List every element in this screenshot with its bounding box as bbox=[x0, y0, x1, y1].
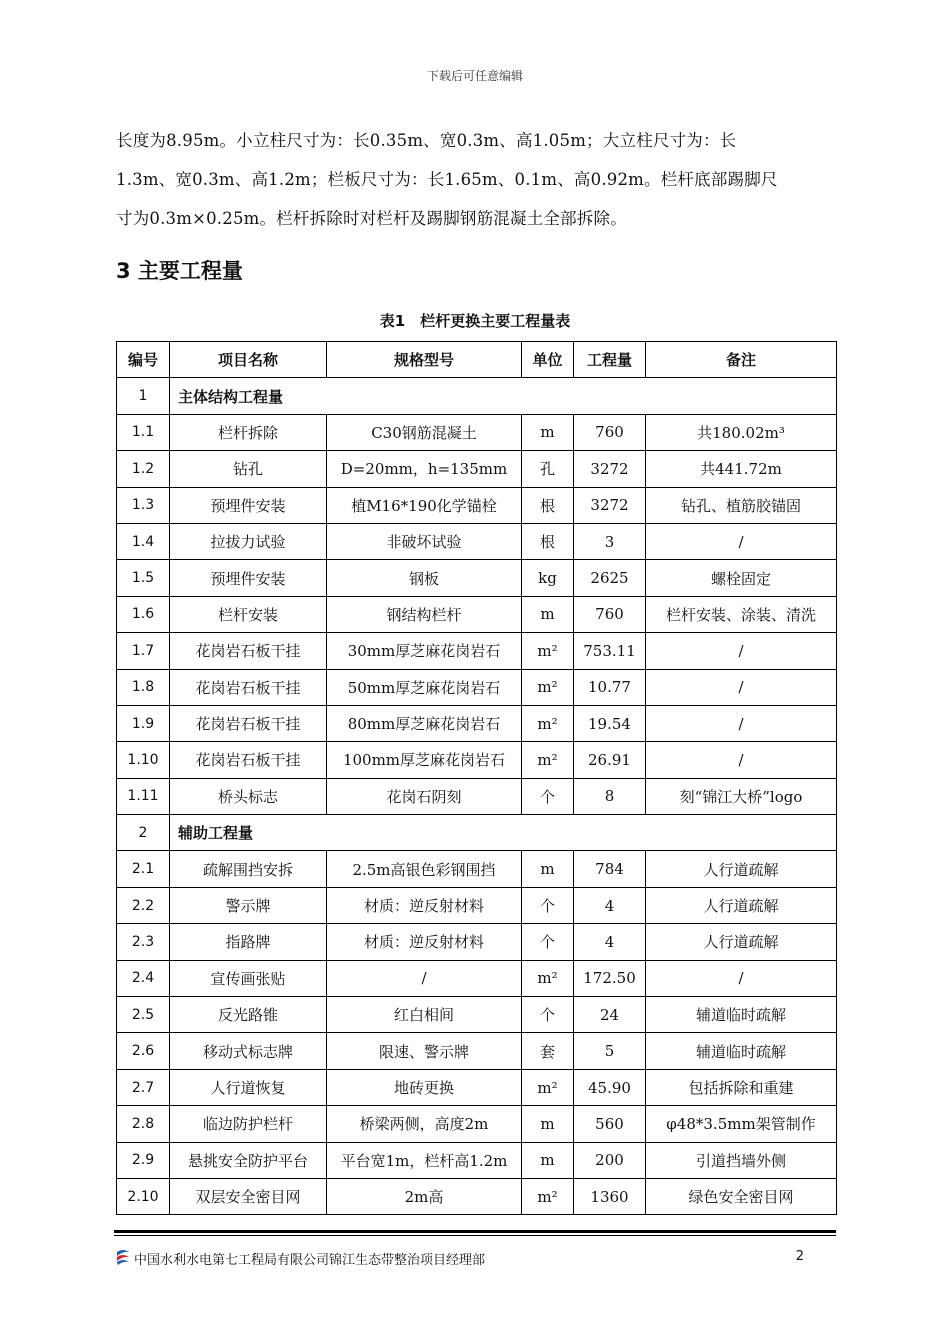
table-row bbox=[117, 960, 837, 996]
cell-qty: 560 bbox=[574, 1106, 646, 1142]
cell-note: / bbox=[646, 633, 837, 669]
cell-name: 栏杆安装 bbox=[170, 596, 327, 632]
cell-spec: 花岗石阴刻 bbox=[327, 778, 522, 814]
cell-unit: m bbox=[522, 851, 574, 887]
cell-unit: 套 bbox=[522, 1033, 574, 1069]
footer-rule-thick bbox=[114, 1230, 836, 1233]
cell-spec: 材质：逆反射材料 bbox=[327, 887, 522, 923]
header-note: 下载后可任意编辑 bbox=[426, 69, 523, 83]
table-row bbox=[117, 997, 837, 1033]
cell-name: 花岗岩石板干挂 bbox=[170, 669, 327, 705]
cell-spec: 地砖更换 bbox=[327, 1069, 522, 1105]
cell-no: 1 bbox=[117, 378, 170, 414]
cell-note: 栏杆安装、涂装、清洗 bbox=[646, 596, 837, 632]
cell-note: / bbox=[646, 742, 837, 778]
cell-group-label: 主体结构工程量 bbox=[170, 378, 837, 414]
table-row bbox=[117, 924, 837, 960]
cell-unit: 个 bbox=[522, 778, 574, 814]
cell-qty: 3 bbox=[574, 523, 646, 559]
cell-note: 人行道疏解 bbox=[646, 887, 837, 923]
cell-name: 花岗岩石板干挂 bbox=[170, 633, 327, 669]
cell-spec: 30mm厚芝麻花岗岩石 bbox=[327, 633, 522, 669]
cell-unit: m² bbox=[522, 633, 574, 669]
table-row bbox=[117, 887, 837, 923]
cell-spec: 植M16*190化学锚栓 bbox=[327, 487, 522, 523]
cell-qty: 5 bbox=[574, 1033, 646, 1069]
cell-spec: / bbox=[327, 960, 522, 996]
cell-spec: 非破坏试验 bbox=[327, 523, 522, 559]
cell-name: 拉拔力试验 bbox=[170, 523, 327, 559]
cell-no: 1.6 bbox=[117, 596, 170, 632]
cell-no: 1.7 bbox=[117, 633, 170, 669]
footer-rule-thin bbox=[114, 1235, 836, 1236]
cell-qty: 24 bbox=[574, 997, 646, 1033]
cell-spec: 50mm厚芝麻花岗岩石 bbox=[327, 669, 522, 705]
cell-note: φ48*3.5mm架管制作 bbox=[646, 1106, 837, 1142]
cell-unit: 孔 bbox=[522, 451, 574, 487]
cell-note: 人行道疏解 bbox=[646, 851, 837, 887]
cell-unit: 个 bbox=[522, 997, 574, 1033]
cell-no: 2.7 bbox=[117, 1069, 170, 1105]
table-row bbox=[117, 596, 837, 632]
cell-note: 共441.72m bbox=[646, 451, 837, 487]
cell-no: 2.10 bbox=[117, 1178, 170, 1214]
table-row bbox=[117, 1178, 837, 1214]
cell-spec: C30钢筋混凝土 bbox=[327, 414, 522, 450]
cell-note: / bbox=[646, 960, 837, 996]
cell-unit: m² bbox=[522, 705, 574, 741]
cell-no: 2.9 bbox=[117, 1142, 170, 1178]
cell-no: 2.3 bbox=[117, 924, 170, 960]
cell-qty: 3272 bbox=[574, 451, 646, 487]
cell-name: 双层安全密目网 bbox=[170, 1178, 327, 1214]
section-title: 3 主要工程量 bbox=[116, 259, 243, 283]
table-group-row bbox=[117, 815, 837, 851]
cell-no: 2.4 bbox=[117, 960, 170, 996]
cell-unit: 个 bbox=[522, 924, 574, 960]
table-row bbox=[117, 1142, 837, 1178]
table-group-row bbox=[117, 378, 837, 414]
table-row bbox=[117, 705, 837, 741]
cell-qty: 10.77 bbox=[574, 669, 646, 705]
cell-name: 宣传画张贴 bbox=[170, 960, 327, 996]
cell-note: 引道挡墙外侧 bbox=[646, 1142, 837, 1178]
cell-qty: 784 bbox=[574, 851, 646, 887]
cell-no: 1.4 bbox=[117, 523, 170, 559]
cell-note: / bbox=[646, 705, 837, 741]
cell-unit: m² bbox=[522, 1178, 574, 1214]
cell-group-label: 辅助工程量 bbox=[170, 815, 837, 851]
cell-no: 2.2 bbox=[117, 887, 170, 923]
cell-spec: 钢结构栏杆 bbox=[327, 596, 522, 632]
header-no: 编号 bbox=[117, 342, 170, 378]
cell-spec: 桥梁两侧，高度2m bbox=[327, 1106, 522, 1142]
cell-no: 1.9 bbox=[117, 705, 170, 741]
cell-spec: 材质：逆反射材料 bbox=[327, 924, 522, 960]
page-number: 2 bbox=[795, 1249, 804, 1264]
cell-unit: m bbox=[522, 1106, 574, 1142]
table-row bbox=[117, 742, 837, 778]
cell-unit: 根 bbox=[522, 487, 574, 523]
cell-spec: D=20mm，h=135mm bbox=[327, 451, 522, 487]
cell-no: 1.8 bbox=[117, 669, 170, 705]
table-caption: 表1 栏杆更换主要工程量表 bbox=[379, 312, 571, 330]
cell-no: 2.1 bbox=[117, 851, 170, 887]
table-row bbox=[117, 523, 837, 559]
cell-spec: 100mm厚芝麻花岗岩石 bbox=[327, 742, 522, 778]
header-name: 项目名称 bbox=[170, 342, 327, 378]
cell-name: 预埋件安装 bbox=[170, 560, 327, 596]
table-row bbox=[117, 778, 837, 814]
cell-name: 临边防护栏杆 bbox=[170, 1106, 327, 1142]
cell-note: 辅道临时疏解 bbox=[646, 1033, 837, 1069]
cell-no: 1.11 bbox=[117, 778, 170, 814]
table-row bbox=[117, 1033, 837, 1069]
header-unit: 单位 bbox=[522, 342, 574, 378]
cell-name: 花岗岩石板干挂 bbox=[170, 742, 327, 778]
cell-unit: kg bbox=[522, 560, 574, 596]
table-row bbox=[117, 560, 837, 596]
cell-qty: 753.11 bbox=[574, 633, 646, 669]
page-footer bbox=[114, 1247, 836, 1269]
hydro-bureau-logo-icon bbox=[114, 1248, 132, 1266]
header-spec: 规格型号 bbox=[327, 342, 522, 378]
body-paragraph bbox=[116, 121, 836, 238]
cell-name: 移动式标志牌 bbox=[170, 1033, 327, 1069]
cell-name: 预埋件安装 bbox=[170, 487, 327, 523]
cell-note: 包括拆除和重建 bbox=[646, 1069, 837, 1105]
cell-qty: 26.91 bbox=[574, 742, 646, 778]
cell-no: 1.2 bbox=[117, 451, 170, 487]
cell-no: 2.8 bbox=[117, 1106, 170, 1142]
header-note: 备注 bbox=[646, 342, 837, 378]
cell-spec: 限速、警示牌 bbox=[327, 1033, 522, 1069]
cell-qty: 4 bbox=[574, 887, 646, 923]
cell-unit: m² bbox=[522, 742, 574, 778]
cell-no: 2 bbox=[117, 815, 170, 851]
cell-name: 反光路锥 bbox=[170, 997, 327, 1033]
cell-no: 1.10 bbox=[117, 742, 170, 778]
cell-unit: m² bbox=[522, 960, 574, 996]
cell-unit: m² bbox=[522, 1069, 574, 1105]
cell-unit: 个 bbox=[522, 887, 574, 923]
cell-unit: m bbox=[522, 414, 574, 450]
quantity-table bbox=[116, 341, 837, 1215]
cell-qty: 172.50 bbox=[574, 960, 646, 996]
table-row bbox=[117, 633, 837, 669]
table-row bbox=[117, 451, 837, 487]
cell-note: 人行道疏解 bbox=[646, 924, 837, 960]
table-row bbox=[117, 1106, 837, 1142]
cell-qty: 760 bbox=[574, 596, 646, 632]
cell-qty: 4 bbox=[574, 924, 646, 960]
cell-note: 绿色安全密目网 bbox=[646, 1178, 837, 1214]
cell-qty: 3272 bbox=[574, 487, 646, 523]
paragraph-line: 寸为0.3m×0.25m。栏杆拆除时对栏杆及踢脚钢筋混凝土全部拆除。 bbox=[116, 209, 627, 228]
table-row bbox=[117, 1069, 837, 1105]
cell-qty: 19.54 bbox=[574, 705, 646, 741]
cell-unit: 根 bbox=[522, 523, 574, 559]
cell-note: 钻孔、植筋胶锚固 bbox=[646, 487, 837, 523]
cell-note: 共180.02m³ bbox=[646, 414, 837, 450]
cell-name: 人行道恢复 bbox=[170, 1069, 327, 1105]
table-header-row bbox=[117, 342, 837, 378]
cell-no: 1.5 bbox=[117, 560, 170, 596]
cell-unit: m bbox=[522, 596, 574, 632]
cell-name: 疏解围挡安拆 bbox=[170, 851, 327, 887]
cell-note: 刻“锦江大桥”logo bbox=[646, 778, 837, 814]
header-qty: 工程量 bbox=[574, 342, 646, 378]
cell-qty: 2625 bbox=[574, 560, 646, 596]
cell-note: 辅道临时疏解 bbox=[646, 997, 837, 1033]
table-row bbox=[117, 669, 837, 705]
cell-qty: 760 bbox=[574, 414, 646, 450]
cell-qty: 200 bbox=[574, 1142, 646, 1178]
cell-spec: 80mm厚芝麻花岗岩石 bbox=[327, 705, 522, 741]
table-row bbox=[117, 487, 837, 523]
cell-no: 1.3 bbox=[117, 487, 170, 523]
paragraph-line: 长度为8.95m。小立柱尺寸为：长0.35m、宽0.3m、高1.05m；大立柱尺寸为：长 bbox=[116, 131, 737, 150]
table-row bbox=[117, 851, 837, 887]
cell-no: 2.6 bbox=[117, 1033, 170, 1069]
cell-qty: 1360 bbox=[574, 1178, 646, 1214]
cell-name: 悬挑安全防护平台 bbox=[170, 1142, 327, 1178]
table-body bbox=[117, 378, 837, 1215]
cell-note: / bbox=[646, 669, 837, 705]
cell-note: / bbox=[646, 523, 837, 559]
cell-spec: 平台宽1m，栏杆高1.2m bbox=[327, 1142, 522, 1178]
footer-company: 中国水利水电第七工程局有限公司锦江生态带整治项目经理部 bbox=[134, 1253, 486, 1268]
cell-spec: 钢板 bbox=[327, 560, 522, 596]
cell-spec: 红白相间 bbox=[327, 997, 522, 1033]
cell-qty: 8 bbox=[574, 778, 646, 814]
cell-name: 警示牌 bbox=[170, 887, 327, 923]
cell-name: 花岗岩石板干挂 bbox=[170, 705, 327, 741]
cell-qty: 45.90 bbox=[574, 1069, 646, 1105]
cell-unit: m bbox=[522, 1142, 574, 1178]
cell-note: 螺栓固定 bbox=[646, 560, 837, 596]
cell-name: 栏杆拆除 bbox=[170, 414, 327, 450]
cell-no: 1.1 bbox=[117, 414, 170, 450]
cell-spec: 2.5m高银色彩钢围挡 bbox=[327, 851, 522, 887]
cell-unit: m² bbox=[522, 669, 574, 705]
cell-name: 指路牌 bbox=[170, 924, 327, 960]
cell-spec: 2m高 bbox=[327, 1178, 522, 1214]
paragraph-line: 1.3m、宽0.3m、高1.2m；栏板尺寸为：长1.65m、0.1m、高0.92m。栏杆底部踢脚尺 bbox=[116, 170, 778, 189]
cell-no: 2.5 bbox=[117, 997, 170, 1033]
table-row bbox=[117, 414, 837, 450]
cell-name: 桥头标志 bbox=[170, 778, 327, 814]
cell-name: 钻孔 bbox=[170, 451, 327, 487]
